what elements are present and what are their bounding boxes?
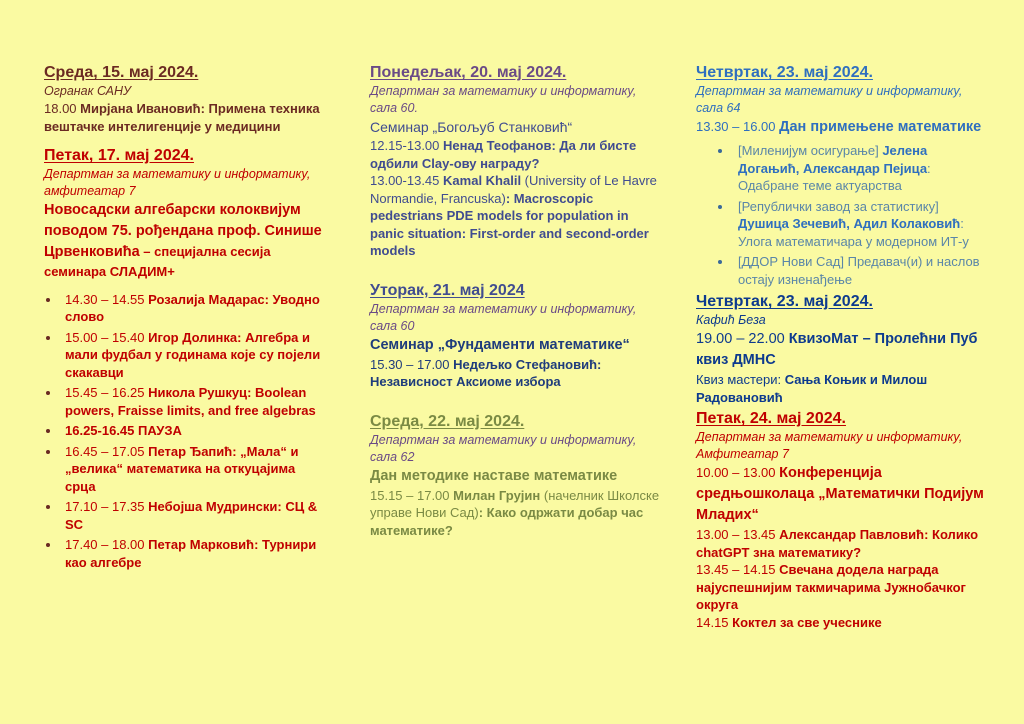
event-high-school-conference bbox=[696, 408, 988, 631]
cocktail bbox=[696, 614, 988, 632]
speaker-names: Јелена Догањић, Александар Пејица bbox=[738, 143, 928, 176]
award-ceremony bbox=[696, 561, 988, 614]
talk-time: 15.15 – 17.00 bbox=[370, 487, 450, 503]
talk-time: 15.00 – 15.40 bbox=[65, 329, 145, 345]
talk-list-item bbox=[44, 291, 326, 326]
speaker-name: Небојша Мудрински bbox=[148, 499, 278, 514]
event-name: Дан примењене математике bbox=[779, 119, 982, 135]
colloquium-title bbox=[44, 200, 326, 281]
talk-title: : Macroscopic pedestrians PDE models for population in panic situation: First-order and second-order models bbox=[370, 190, 649, 258]
location: Департман за математику и информатику, амфитеатар 7 bbox=[44, 167, 311, 198]
location: Департман за математику и информатику, Амфитеатар 7 bbox=[696, 430, 963, 461]
talk-title: Предавач(и) и наслов остају изненађење bbox=[738, 254, 980, 287]
talk-list bbox=[44, 291, 326, 572]
talk bbox=[370, 137, 660, 172]
speaker-names: Душица Зечевић, Адил Колаковић bbox=[738, 216, 961, 231]
talk-title: : Колико chatGPT зна математику? bbox=[696, 527, 979, 560]
talk-list-item bbox=[44, 329, 326, 382]
location: Департман за математику и информатику, сала 60 bbox=[370, 301, 637, 333]
talk-title: : „Мала“ и „велика“ математика на откуцајима срца bbox=[65, 443, 299, 494]
talk-time: 16.25-16.45 ПАУЗА bbox=[65, 423, 182, 438]
date-heading: Понедељак, 20. мај 2024. bbox=[370, 64, 567, 81]
event-san-u bbox=[44, 62, 326, 135]
hosts-label: Квиз мастери: bbox=[696, 372, 785, 387]
speaker-name: Игор Долинка bbox=[148, 329, 238, 345]
talk bbox=[44, 100, 326, 135]
date-heading: Среда, 22. мај 2024. bbox=[370, 412, 525, 430]
talk-time: 12.15-13.00 bbox=[370, 138, 440, 153]
event-stankovic-seminar bbox=[370, 62, 660, 260]
talk-time: 17.40 – 18.00 bbox=[65, 537, 145, 552]
event-title bbox=[696, 329, 988, 371]
award-text: Свечана додела награда најуспешнијим такмичарима Јужнобачког округа bbox=[696, 562, 966, 612]
speaker-affiliation: (University of Le Havre Normandie, Francuska) bbox=[370, 173, 657, 206]
event-title bbox=[696, 117, 988, 138]
speaker-name: Александар Павловић bbox=[779, 527, 925, 542]
event-foundations-seminar bbox=[370, 280, 660, 391]
seminar-note: – специјална сесија семинара СЛАДИМ+ bbox=[44, 244, 271, 279]
talk-list-item bbox=[44, 498, 326, 533]
organization: [ДДОР Нови Сад] bbox=[738, 254, 848, 269]
location: Огранак САНУ bbox=[44, 84, 131, 98]
date-heading: Четвртак, 23. мај 2024. bbox=[696, 293, 873, 310]
colloquium-name: Новосадски алгебарски колоквијум поводом 75. рођендана проф. Синише Црвенковића bbox=[44, 202, 322, 260]
talk-list bbox=[714, 142, 988, 288]
talk-title: : Примена техника вештачке интелигенције у медицини bbox=[44, 101, 320, 134]
seminar-name: Семинар „Фундаменти математике“ bbox=[370, 336, 630, 353]
talk-list-item bbox=[714, 198, 988, 251]
date-heading: Уторак, 21. мај 2024 bbox=[370, 281, 525, 299]
talk-list-item bbox=[714, 142, 988, 195]
talk bbox=[696, 526, 988, 561]
date-heading: Четвртак, 23. мај 2024. bbox=[696, 64, 873, 81]
talk-time: 14.30 – 14.55 bbox=[65, 291, 145, 307]
event-name: КвизоМат – Пролећни Пуб квиз ДМНС bbox=[696, 331, 978, 368]
talk-time: 18.00 bbox=[44, 101, 77, 116]
talk-title: : Улога математичара у модерном ИТ-у bbox=[738, 216, 969, 249]
talk-list-item bbox=[714, 253, 988, 288]
talk-title: : Одабране теме актуарства bbox=[738, 160, 931, 193]
speaker-name: Ненад Теофанов bbox=[443, 138, 552, 153]
speaker-name: Розалија Мадарас bbox=[148, 291, 265, 307]
speaker-affiliation: (начелник Школске управе Нови Сад) bbox=[370, 487, 660, 520]
date-heading: Петак, 17. мај 2024. bbox=[44, 147, 194, 164]
talk-list-item bbox=[44, 443, 326, 496]
event-methodology-day bbox=[370, 411, 660, 540]
talk-time: 13.00-13.45 bbox=[370, 173, 440, 188]
talk-title: : Како одржати добар час математике? bbox=[370, 505, 644, 538]
speaker-name: Милан Грујин bbox=[453, 487, 541, 503]
talk-title: : Уводно слово bbox=[65, 291, 320, 324]
event-name: Конференција средњошколаца „Математички Подијум Младих“ bbox=[696, 465, 984, 523]
location: Департман за математику и информатику, сала 62 bbox=[370, 432, 637, 464]
column-3 bbox=[696, 62, 988, 631]
organization: [Миленијум осигурање] bbox=[738, 143, 883, 158]
speaker-name: Петар Марковић bbox=[148, 537, 255, 552]
location: Кафић Беза bbox=[696, 313, 766, 327]
talk-title: : Турнири као алгебре bbox=[65, 537, 317, 570]
cocktail-text: Коктел за све учеснике bbox=[732, 614, 882, 630]
talk-list-item bbox=[44, 422, 326, 440]
column-1 bbox=[44, 62, 326, 574]
event-title bbox=[696, 463, 988, 526]
talk-title: : Boolean powers, Fraisse limits, and free algebras bbox=[65, 385, 316, 418]
speaker-name: Никола Рушкуц bbox=[148, 385, 248, 400]
event-algebra-colloquium bbox=[44, 145, 326, 571]
speaker-name: Мирјана Ивановић bbox=[80, 101, 201, 116]
talk-time: 17.10 – 17.35 bbox=[65, 499, 145, 514]
event-pub-quiz bbox=[696, 291, 988, 406]
organization: [Републички завод за статистику] bbox=[738, 198, 939, 214]
talk-title: : Независност Аксиоме избора bbox=[370, 356, 602, 389]
talk bbox=[370, 356, 660, 391]
talk bbox=[370, 172, 660, 260]
speaker-name: Петар Ђапић bbox=[148, 443, 233, 459]
talk bbox=[370, 487, 660, 540]
quiz-hosts bbox=[696, 371, 988, 406]
hosts-names: Сања Коњик и Милош Радовановић bbox=[696, 372, 928, 405]
talk-time: 13.00 – 13.45 bbox=[696, 527, 776, 542]
column-2 bbox=[370, 62, 660, 539]
location: Департман за математику и информатику, сала 64 bbox=[696, 84, 963, 115]
date-heading: Среда, 15. мај 2024. bbox=[44, 64, 199, 81]
talk-time: 15.30 – 17.00 bbox=[370, 356, 450, 372]
talk-time: 16.45 – 17.05 bbox=[65, 443, 149, 459]
talk-time: 15.45 – 16.25 bbox=[65, 385, 145, 400]
speaker-name: Недељко Стефановић bbox=[453, 356, 598, 372]
talk-title: : Алгебра и мали фудбал у годинама које су појели скакавци bbox=[65, 329, 321, 380]
event-time: 19.00 – 22.00 bbox=[696, 331, 785, 347]
location: Департман за математику и информатику, сала 60. bbox=[370, 84, 637, 115]
talk-time: 14.15 bbox=[696, 614, 729, 630]
talk-list-item bbox=[44, 536, 326, 571]
talk-list-item bbox=[44, 384, 326, 419]
talk-title: : СЦ & SC bbox=[65, 499, 318, 532]
talk-title: : Да ли бисте одбили Clay-ову награду? bbox=[370, 138, 637, 171]
talk-time: 13.45 – 14.15 bbox=[696, 562, 776, 577]
event-time: 10.00 – 13.00 bbox=[696, 465, 776, 480]
speaker-name: Kamal Khalil bbox=[443, 173, 522, 188]
event-applied-math-day bbox=[696, 62, 988, 288]
seminar-name: Семинар „Богољуб Станковић“ bbox=[370, 119, 573, 135]
date-heading: Петак, 24. мај 2024. bbox=[696, 410, 846, 427]
event-name: Дан методике наставе математике bbox=[370, 467, 618, 484]
event-time: 13.30 – 16.00 bbox=[696, 119, 776, 134]
